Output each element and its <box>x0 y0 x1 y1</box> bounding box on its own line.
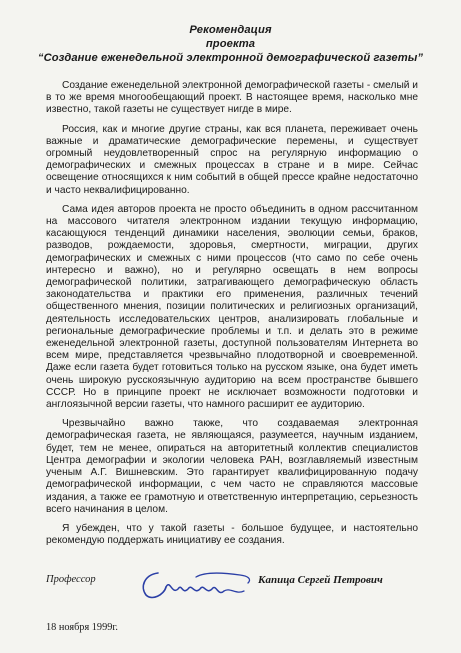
paragraph-4: Чрезвычайно важно также, что создаваемая электронная демографическая газета, не являющаяся, разумеется, научным изданием, будет, тем не менее, опираться на авторитетный коллектив специалистов Центра демографии и экологии человека РАН, возглавляемый известным ученым А.Г. Вишневским. Это гарантирует квалифицированную подачу демографической информации, с чем часто не справляются массовые издания, а также ее грамотную и ответственную интерпретацию, серьезность всего начинания в целом. <box>46 418 418 515</box>
letter-date: 18 ноября 1999г. <box>46 622 118 633</box>
paragraph-2: Россия, как и многие другие страны, как вся планета, переживает очень важные и драматические демографические перемены, и существует огромный неудовлетворенный спрос на регулярную информацию о демографических и смежных процессах в стране и в мире. Сейчас освещение относящихся к ним событий в общей прессе крайне недостаточно и часто неквалифицированно. <box>46 123 418 196</box>
heading-project: проекта <box>205 38 256 50</box>
signer-name: Капица Сергей Петрович <box>258 574 383 586</box>
paragraph-5: Я убежден, что у такой газеты - большое будущее, и настоятельно рекомендую поддержать инициативу ее создания. <box>46 522 418 547</box>
paragraph-3: Сама идея авторов проекта не просто объединить в одном рассчитанном на массового читателя электронном издании текущую информацию, касающуюся тенденций динамики населения, эволюции семьи, браков, разводов, рождаемости, здоровья, смертности, миграции, других демографических и смежных с ними процессов (что само по себе очень интересно и важно), но и регулярно освещать в нем вопросы демографической политики, затрагивающего демографическую область законодательства и практики его применения, различных течений общественного мнения, позиции политических и религиозных организаций, деятельность исследовательских центров, анализировать глобальные и региональные демографические проблемы и т.п. и делать это в режиме еженедельной электронной газеты, доступной пользователям Интернета во всем мире, представляется чрезвычайно плодотворной и своевременной. Даже если газета будет готовиться только на русском языке, она будет иметь очень широкую русскоязычную аудиторию на всем пространстве бывшего СССР. Но в принципе проект не исключает возможности подготовки и англоязычной версии газеты, что намного расширит ее аудиторию. <box>46 203 418 411</box>
paragraph-1: Создание еженедельной электронной демографической газеты - смелый и в то же время многообещающий проект. В настоящее время, насколько мне известно, такой газеты не существует нигде в мире. <box>46 80 418 116</box>
letter-body <box>46 80 418 554</box>
handwritten-signature <box>136 565 256 605</box>
heading-recommendation: Рекомендация <box>189 24 272 36</box>
signer-title: Профессор <box>46 574 96 585</box>
heading-project-title: “Создание еженедельной электронной демографической газеты” <box>37 52 424 64</box>
signature-block <box>46 565 436 605</box>
